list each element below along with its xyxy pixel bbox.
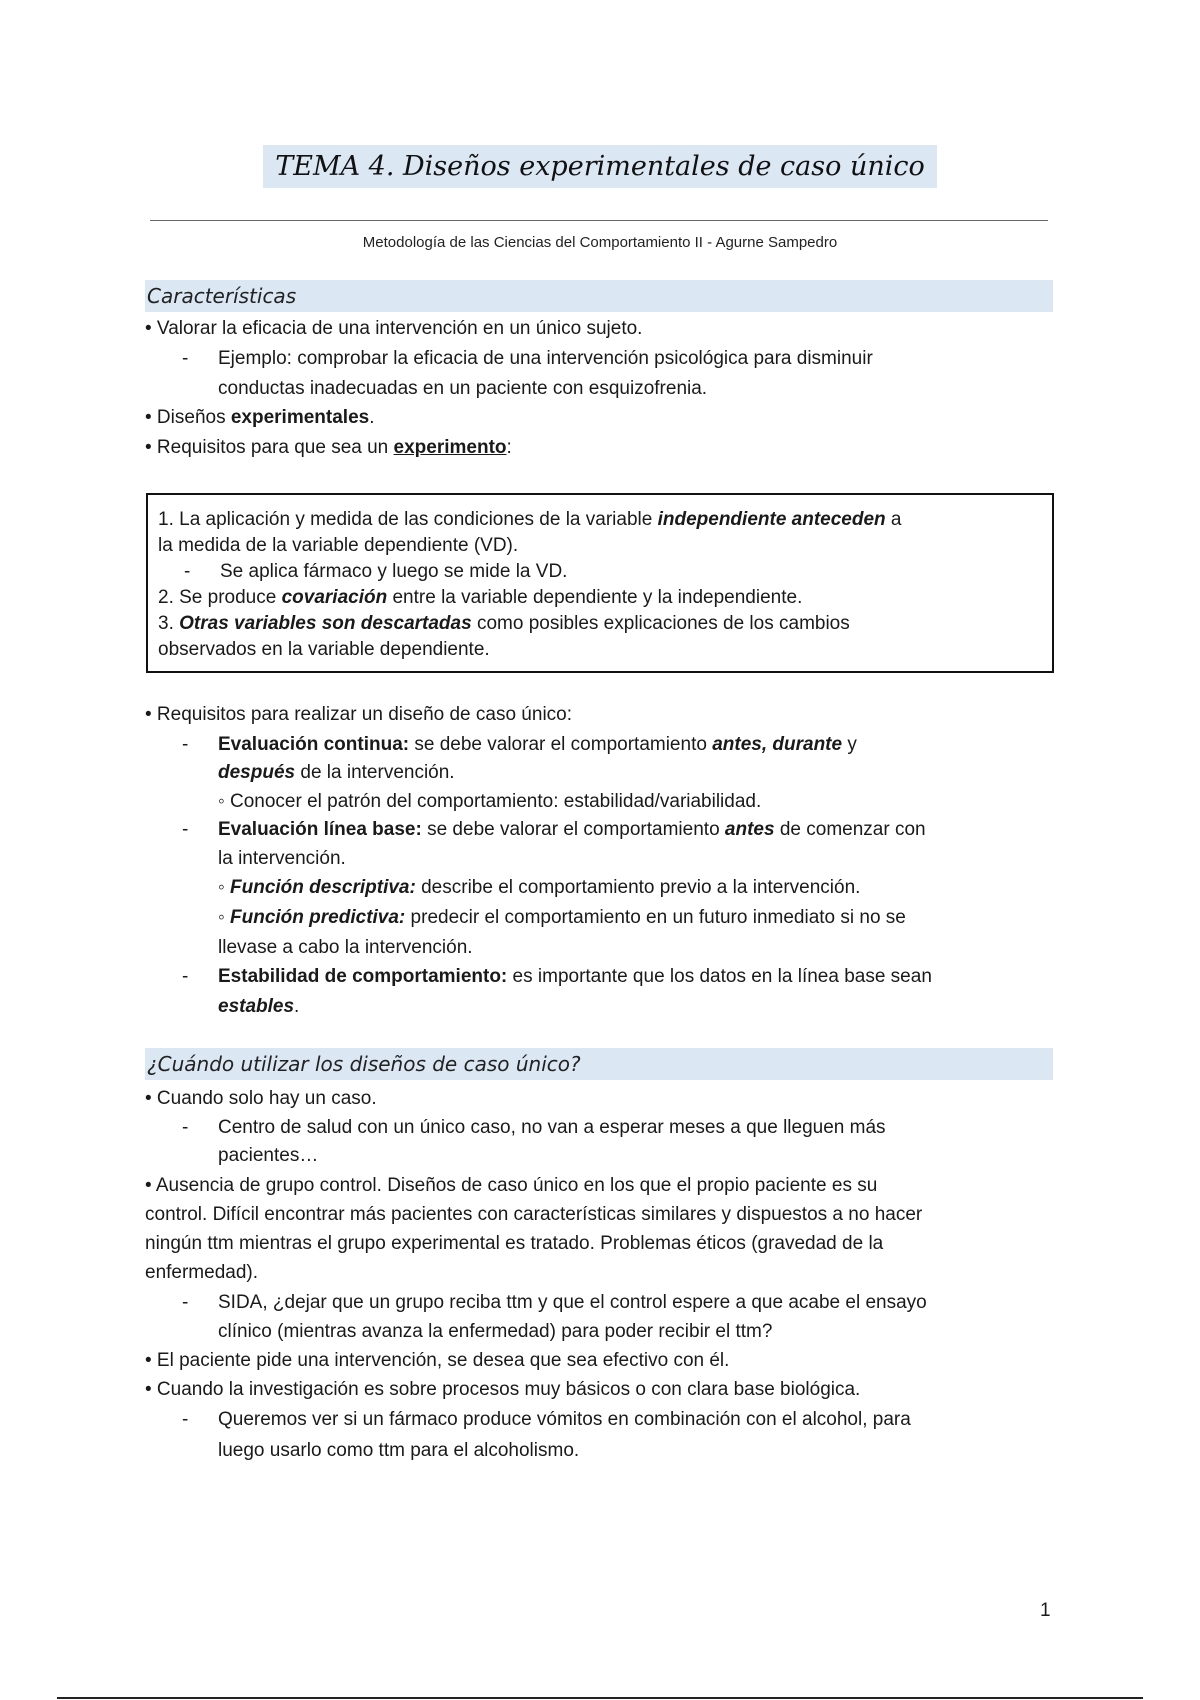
box-line-1c [184, 559, 567, 585]
s2-fd [218, 874, 860, 902]
dash-marker: - [182, 1409, 189, 1430]
s2-es [182, 963, 932, 991]
bottom-divider [57, 1697, 1143, 1699]
title-divider [150, 220, 1048, 221]
s2-es-post: . [294, 996, 300, 1017]
s3-line-6: • Cuando la investigación es sobre procesos muy básicos o con clara base biológica. [145, 1379, 861, 1400]
page-title: TEMA 4. Diseños experimentales de caso único [263, 145, 937, 188]
s2-el-text: se debe valorar el comportamiento [421, 819, 725, 840]
s2-el-post: de comenzar con [774, 819, 926, 840]
s2-ec-text: se debe valorar el comportamiento [409, 734, 713, 755]
box-line-2 [158, 585, 802, 611]
s2-ec2-bi: después [218, 762, 296, 783]
box-line-1b: la medida de la variable dependiente (VD). [158, 535, 519, 556]
dash-marker: - [182, 1117, 189, 1138]
page-number: 1 [1040, 1600, 1051, 1621]
requirements-box [146, 493, 1054, 673]
s2-fp [218, 904, 906, 932]
box-line-3b: observados en la variable dependiente. [158, 639, 490, 660]
s2-fd-bi: Función descriptiva: [230, 877, 416, 898]
s2-es-text: es importante que los datos en la línea base sean [507, 966, 932, 987]
s2-el2: la intervención. [218, 848, 346, 869]
s3-line-2a [182, 1114, 886, 1142]
s3-line-3a: • Ausencia de grupo control. Diseños de caso único en los que el propio paciente es su [145, 1175, 878, 1196]
section-heading-caracteristicas: Características [145, 280, 1053, 312]
box-line-1 [158, 507, 902, 533]
s3-line-5: • El paciente pide una intervención, se desea que sea efectivo con él. [145, 1350, 730, 1371]
box-line-1-bold: independiente anteceden [657, 509, 886, 530]
box-line-2-post: entre la variable dependiente y la independiente. [387, 587, 803, 608]
s3-line-2b: pacientes… [218, 1145, 319, 1166]
s1-line-2a [182, 345, 873, 373]
s2-es-bold: Estabilidad de comportamiento: [218, 966, 508, 987]
s1-line-3 [145, 404, 375, 432]
s3-line-1: • Cuando solo hay un caso. [145, 1088, 377, 1109]
s2-ec-y: y [842, 734, 857, 755]
s2-ec [182, 731, 857, 759]
box-line-2-pre: 2. Se produce [158, 587, 282, 608]
s2-el-bold: Evaluación línea base: [218, 819, 422, 840]
s3-line-4a-text: SIDA, ¿dejar que un grupo reciba ttm y que el control espere a que acabe el ensayo [218, 1292, 927, 1313]
s3-line-7a-text: Queremos ver si un fármaco produce vómitos en combinación con el alcohol, para [218, 1409, 911, 1430]
s2-el-bi: antes [724, 819, 775, 840]
box-line-1c-text: Se aplica fármaco y luego se mide la VD. [220, 561, 568, 582]
s1-line-3-post: . [369, 407, 375, 428]
s3-line-7b: luego usarlo como ttm para el alcoholismo. [218, 1440, 580, 1461]
s1-line-3-bold: experimentales [230, 407, 370, 428]
dash-marker: - [182, 819, 189, 840]
s2-fp-bi: Función predictiva: [230, 907, 406, 928]
s1-line-1: • Valorar la eficacia de una intervención en un único sujeto. [145, 318, 643, 339]
dash-marker: - [182, 734, 189, 755]
s2-fp-text: predecir el comportamiento en un futuro inmediato si no se [405, 907, 906, 928]
dash-marker: - [182, 1292, 189, 1313]
s2-el [182, 816, 926, 844]
s3-line-7a [182, 1406, 911, 1434]
box-line-1-post: a [885, 509, 902, 530]
s2-ec-bold: Evaluación continua: [218, 734, 410, 755]
s1-line-4-post: : [506, 437, 512, 458]
box-line-1-pre: 1. La aplicación y medida de las condiciones de la variable [158, 509, 658, 530]
s1-line-3-pre: • Diseños [145, 407, 231, 428]
s2-fp2: llevase a cabo la intervención. [218, 937, 473, 958]
s1-line-4 [145, 434, 512, 462]
s2-intro: • Requisitos para realizar un diseño de caso único: [145, 704, 573, 725]
s2-es2 [218, 993, 299, 1021]
dash-marker: - [182, 348, 189, 369]
section-heading-cuando: ¿Cuándo utilizar los diseños de caso único? [145, 1048, 1053, 1080]
box-line-3-post: como posibles explicaciones de los cambios [471, 613, 850, 634]
box-line-3-bold: Otras variables son descartadas [179, 613, 472, 634]
s3-line-3c: ningún ttm mientras el grupo experimental es tratado. Problemas éticos (gravedad de la [145, 1233, 884, 1254]
s2-ec-bi: antes, durante [712, 734, 843, 755]
s3-line-4b: clínico (mientras avanza la enfermedad) para poder recibir el ttm? [218, 1321, 773, 1342]
s3-line-2a-text: Centro de salud con un único caso, no van a esperar meses a que lleguen más [218, 1117, 886, 1138]
subtitle: Metodología de las Ciencias del Comportamiento II - Agurne Sampedro [362, 234, 838, 251]
dash-marker: - [182, 966, 189, 987]
s1-line-4-bold: experimento [393, 437, 507, 458]
s1-line-2a-text: Ejemplo: comprobar la eficacia de una intervención psicológica para disminuir [218, 348, 873, 369]
s1-line-2b: conductas inadecuadas en un paciente con esquizofrenia. [218, 378, 708, 399]
box-line-3 [158, 611, 850, 637]
circle-bullet: ◦ [218, 907, 231, 928]
s3-line-3b: control. Difícil encontrar más pacientes con características similares y dispuestos a no hacer [145, 1204, 923, 1225]
s2-ec2 [218, 759, 455, 787]
title-wrapper [0, 145, 1200, 188]
s2-ec3: ◦ Conocer el patrón del comportamiento: estabilidad/variabilidad. [218, 791, 762, 812]
s3-line-4a [182, 1289, 927, 1317]
s3-line-3d: enfermedad). [145, 1262, 259, 1283]
s1-line-4-pre: • Requisitos para que sea un [145, 437, 394, 458]
box-line-2-bold: covariación [281, 587, 388, 608]
s2-es-bi: estables [218, 996, 295, 1017]
circle-bullet: ◦ [218, 877, 231, 898]
box-line-3-pre: 3. [158, 613, 180, 634]
s2-ec2-text: de la intervención. [295, 762, 455, 783]
dash-marker: - [184, 561, 191, 582]
s2-fd-text: describe el comportamiento previo a la intervención. [415, 877, 861, 898]
